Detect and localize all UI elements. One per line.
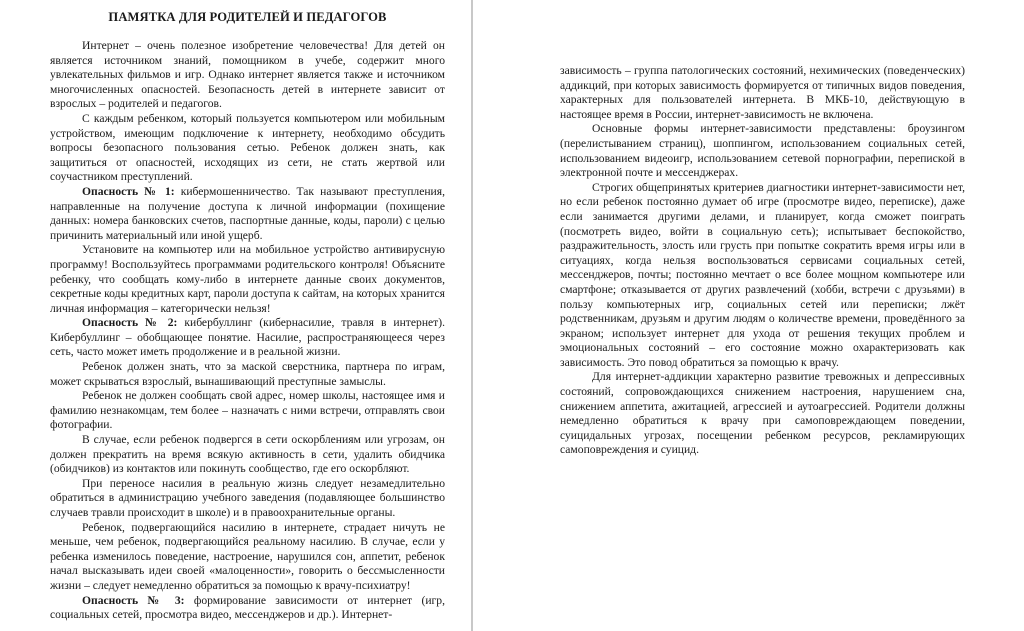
right-page-text [560, 64, 965, 458]
paragraph-addiction-definition: зависимость – группа патологических состояний, нехимических (поведенческих) аддикций, при которых зависимость формируется от типичных видов поведения, характерных для пользователей интернета. В МКБ-10, действующую в настоящее время в России, интернет-зависимость не включена. [560, 64, 965, 121]
paragraph-diagnostic-criteria: Строгих общепринятых критериев диагностики интернет-зависимости нет, но если ребенок постоянно думает об игре (просмотре видео, переписке), даже если занимается другими делами, и планирует, когда сможет поиграть (посмотреть видео, войти в социальную сеть); испытывает беспокойство, раздражительность, злость или грусть при попытке сократить время игры или в ситуациях, когда нельзя воспользоваться сервисами социальных сетей, мессенджеров, почты; постоянно мечтает о все более мощном компьютере или смартфоне; отказывается от других развлечений (хобби, встречи с друзьями) в пользу компьютерных игр, социальных сетей или переписки; лжёт родственникам, друзьям и другим людям о количестве времени, проведённого за экраном; использует интернет для ухода от решения текущих проблем и эмоциональных состояний – его состояние можно охарактеризовать как зависимость. Это повод обратиться за помощью к врачу. [560, 180, 965, 369]
paragraph-addiction-forms: Основные формы интернет-зависимости представлены: броузингом (перелистыванием страниц), шоппингом, использованием социальных сетей, использованием видеоигр, использованием сетевой порнографии, перепиской в электронной почте и мессенджерах. [560, 122, 965, 180]
paragraph-insults: В случае, если ребенок подвергся в сети оскорблениям или угрозам, он должен прекратить на время всякую активность в сети, удалить обидчика (обидчиков) из контактов или покинуть сообщество, где его оскорбляют. [50, 433, 445, 476]
paragraph-personal-data: Ребенок не должен сообщать свой адрес, номер школы, настоящее имя и фамилию незнакомцам, тем более – назначать с ними встречи, отправлять свои фотографии. [50, 389, 445, 432]
danger-1-text: кибермошенничество. Так называют преступления, направленные на получение доступа к личной информации (похищение данных: номера банковских счетов, паспортные данные, коды, пароли) с целью причинить материальный или иной ущерб. [50, 184, 445, 242]
left-page-text [50, 10, 445, 623]
document-title: ПАМЯТКА ДЛЯ РОДИТЕЛЕЙ И ПЕДАГОГОВ [108, 10, 387, 24]
paragraph-antivirus: Установите на компьютер или на мобильное устройство антивирусную программу! Воспользуйтесь программами родительского контроля! Объясните ребенку, что сообщать кому-либо в интернете данные своих документов, секретные коды кредитных карт, пароли доступа к сайтам, на которых хранится личная информация – категорически нельзя! [50, 243, 445, 315]
paragraph-danger-3 [50, 594, 445, 623]
danger-3-label: Опасность № 3: [82, 593, 185, 607]
paragraph-discussion: С каждым ребенком, который пользуется компьютером или мобильным устройством, имеющим подключение к интернету, необходимо обсудить вопросы безопасного пользования сетью. Ребенок должен знать, как защититься от опасностей, исходящих из сети, не стать жертвой или соучастником преступлений. [50, 111, 445, 184]
paragraph-suffering: Ребенок, подвергающийся насилию в интернете, страдает ничуть не меньше, чем ребенок, подвергающийся реальному насилию. В случае, если у ребенка изменилось поведение, настроение, нарушился сон, аппетит, ребенок начал высказывать идеи своей «малоценности», говорить о бессмысленности жизни – следует немедленно обратиться за помощью к врачу-психиатру! [50, 520, 445, 592]
paragraph-real-violence: При переносе насилия в реальную жизнь следует незамедлительно обратиться в администрацию учебного заведения (подавляющее большинство случаев травли происходит в школе) и в правоохранительные органы. [50, 476, 445, 519]
danger-1-label: Опасность № 1: [82, 184, 175, 198]
paragraph-intro: Интернет – очень полезное изобретение человечества! Для детей он является источником знаний, помощником в учебе, содержит много увлекательных фильмов и игр. Однако интернет является также и источником многочисленных опасностей. Безопасность детей в интернете зависит от взрослых – родителей и педагогов. [50, 39, 445, 111]
danger-2-label: Опасность № 2: [82, 316, 178, 330]
left-page [0, 0, 471, 631]
paragraph-danger-2 [50, 316, 445, 360]
danger-2-text: кибербуллинг (кибернасилие, травля в интернет). Кибербуллинг – обобщающее понятие. Насилие, распространяющееся через сеть, часто может иметь продолжение и в реальной жизни. [50, 316, 445, 359]
danger-3-text: формирование зависимости от интернет (игр, социальных сетей, просмотра видео, мессенджеров и др.). Интернет- [50, 593, 445, 622]
paragraph-danger-1 [50, 185, 445, 243]
paragraph-addiction-symptoms: Для интернет-аддикции характерно развитие тревожных и депрессивных состояний, сопровождающихся снижением настроения, нарушением сна, снижением аппетита, ажитацией, агрессией и аутоагрессией. Родители должны немедленно обратиться к врачу при самоповреждающем поведении, суицидальных угрозах, посещении ребенком ресурсов, рекламирующих самоповреждения и суицид. [560, 370, 965, 457]
paragraph-mask: Ребенок должен знать, что за маской сверстника, партнера по играм, может скрываться взрослый, вынашивающий преступные замыслы. [50, 360, 445, 388]
